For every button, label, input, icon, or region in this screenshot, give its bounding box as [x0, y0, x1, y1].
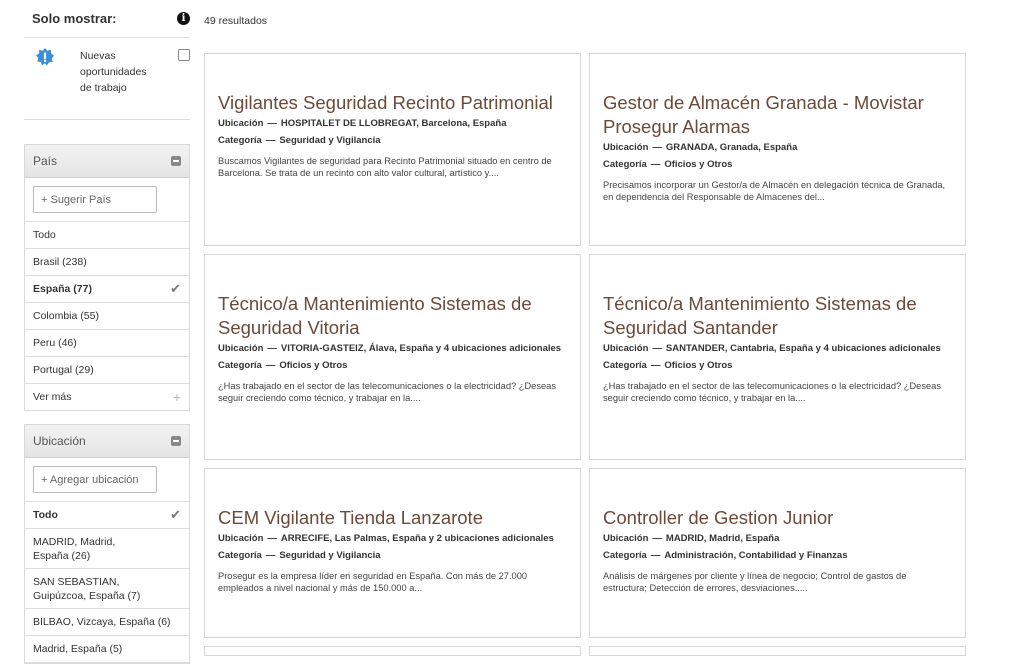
job-title[interactable]: Técnico/a Mantenimiento Sistemas de Seguridad Vitoria [218, 293, 532, 338]
collapse-icon[interactable] [171, 156, 181, 166]
location-value: HOSPITALET DE LLOBREGAT, Barcelona, España [280, 118, 507, 129]
facet-item-label: Colombia (55) [33, 310, 99, 322]
dash: — [267, 118, 277, 129]
job-location [218, 118, 567, 130]
country-facet-title: País [33, 154, 58, 168]
job-description: Precisamos incorporar un Gestor/a de Almacén en delegación técnica de Granada, en dependencia del Responsable de Almacenes del... [603, 180, 946, 202]
checkmark-icon: ✔ [170, 507, 181, 522]
country-item-espana[interactable] [25, 276, 189, 303]
country-item-portugal[interactable] [25, 357, 189, 384]
country-item-brasil[interactable] [25, 249, 189, 276]
only-show-label: Solo mostrar: [32, 11, 117, 26]
job-card[interactable] [204, 53, 581, 246]
job-description: Prosegur es la empresa líder en seguridad en España. Con más de 27.000 empleados a nivel nacional y más de 150.000 a... [218, 571, 528, 593]
facet-item-label: Peru (46) [33, 337, 77, 349]
results-count: 49 resultados [204, 15, 268, 27]
job-location [218, 533, 567, 545]
dash: — [652, 343, 662, 354]
country-item-peru[interactable] [25, 330, 189, 357]
location-facet [24, 424, 190, 664]
location-item-san-sebastian[interactable] [25, 569, 189, 609]
facet-item-label: MADRID, Madrid, España (26) [33, 535, 116, 562]
country-see-more[interactable] [25, 384, 189, 410]
job-title[interactable]: Controller de Gestion Junior [603, 507, 834, 528]
category-key: Categoría [603, 360, 647, 371]
job-category [218, 135, 567, 147]
location-facet-title: Ubicación [33, 434, 86, 448]
dash: — [265, 360, 276, 371]
category-value: Seguridad y Vigilancia [279, 550, 381, 561]
dash: — [267, 343, 277, 354]
new-opportunities-filter[interactable] [24, 38, 190, 120]
dash: — [652, 142, 662, 153]
category-value: Oficios y Otros [664, 159, 733, 170]
job-description: Análisis de márgenes por cliente y línea de negocio; Control de gastos de estructura; Detección de errores, desviaciones..... [603, 571, 907, 593]
new-opportunities-label: Nuevas oportunidades de trabajo [80, 50, 147, 94]
dash: — [650, 360, 661, 371]
facet-item-label: BILBAO, Vizcaya, España (6) [33, 616, 171, 628]
plus-icon: + [172, 389, 181, 405]
job-card[interactable] [204, 468, 581, 638]
dash: — [265, 550, 276, 561]
job-description: Buscamos Vigilantes de seguridad para Recinto Patrimonial situado en centro de Barcelona. Se trata de un recinto con alto valor cultural, artístico y.... [218, 156, 552, 178]
job-description: ¿Has trabajado en el sector de las telecomunicaciones o la electricidad? ¿Deseas seguir creciendo como técnico, y trabajar en la.... [218, 381, 556, 403]
location-search-wrap [25, 458, 189, 502]
job-category [218, 550, 567, 562]
category-value: Oficios y Otros [279, 360, 348, 371]
country-facet-header[interactable] [25, 145, 189, 178]
dash: — [267, 533, 277, 544]
location-search-input[interactable]: + Agregar ubicación [33, 466, 157, 493]
info-icon[interactable]: i [177, 12, 190, 25]
facet-item-label: Portugal (29) [33, 364, 94, 376]
facet-item-label: Todo [33, 509, 58, 521]
dash: — [650, 159, 661, 170]
job-card[interactable] [589, 53, 966, 246]
job-location [603, 533, 952, 545]
location-value: SANTANDER, Cantabria, España y 4 ubicaciones adicionales [665, 343, 941, 354]
location-key: Ubicación [603, 533, 649, 544]
collapse-icon[interactable] [171, 436, 181, 446]
category-value: Administración, Contabilidad y Finanzas [664, 550, 848, 561]
country-item-colombia[interactable] [25, 303, 189, 330]
job-title[interactable]: Vigilantes Seguridad Recinto Patrimonial [218, 92, 553, 113]
location-key: Ubicación [603, 142, 649, 153]
category-key: Categoría [218, 360, 262, 371]
location-value: MADRID, Madrid, España [665, 533, 780, 544]
location-key: Ubicación [218, 343, 264, 354]
category-value: Seguridad y Vigilancia [279, 135, 381, 146]
job-description: ¿Has trabajado en el sector de las telecomunicaciones o la electricidad? ¿Deseas seguir creciendo como técnico, y trabajar en la.... [603, 381, 941, 403]
job-card[interactable] [589, 468, 966, 638]
country-search-wrap [25, 178, 189, 222]
new-opportunities-checkbox[interactable] [178, 49, 190, 61]
job-category [218, 360, 567, 372]
location-key: Ubicación [218, 118, 264, 129]
dash: — [265, 135, 276, 146]
location-facet-header[interactable] [25, 425, 189, 458]
dash: — [650, 550, 661, 561]
filters-sidebar [24, 0, 190, 664]
job-location [218, 343, 567, 355]
country-item-todo[interactable] [25, 222, 189, 249]
location-item-bilbao[interactable] [25, 609, 189, 636]
category-key: Categoría [218, 135, 262, 146]
facet-item-label: SAN SEBASTIAN, Guipúzcoa, España (7) [33, 575, 141, 602]
country-facet [24, 144, 190, 411]
dash: — [652, 533, 662, 544]
country-search-input[interactable]: + Sugerir País [33, 186, 157, 213]
location-item-madrid[interactable] [25, 529, 189, 569]
location-value: GRANADA, Granada, España [665, 142, 798, 153]
location-key: Ubicación [218, 533, 264, 544]
category-value: Oficios y Otros [664, 360, 733, 371]
job-category [603, 159, 952, 171]
location-value: VITORIA-GASTEIZ, Álava, España y 4 ubicaciones adicionales [280, 343, 562, 354]
job-card[interactable] [204, 254, 581, 460]
facet-item-label: España (77) [33, 283, 92, 295]
location-item-todo[interactable] [25, 502, 189, 529]
location-key: Ubicación [603, 343, 649, 354]
see-more-label: Ver más [33, 391, 72, 403]
job-title[interactable]: Técnico/a Mantenimiento Sistemas de Seguridad Santander [603, 293, 917, 338]
job-card[interactable] [589, 254, 966, 460]
category-key: Categoría [603, 550, 647, 561]
job-location [603, 343, 952, 355]
location-value: ARRECIFE, Las Palmas, España y 2 ubicaciones adicionales [280, 533, 554, 544]
facet-item-label: Brasil (238) [33, 256, 87, 268]
location-item-madrid-es[interactable] [25, 636, 189, 663]
job-title[interactable]: CEM Vigilante Tienda Lanzarote [218, 507, 483, 528]
checkmark-icon: ✔ [170, 281, 181, 296]
job-title[interactable]: Gestor de Almacén Granada - Movistar Prosegur Alarmas [603, 92, 924, 137]
job-location [603, 142, 952, 154]
category-key: Categoría [218, 550, 262, 561]
facet-item-label: Todo [33, 229, 56, 241]
only-show-header [24, 0, 190, 38]
job-category [603, 550, 952, 562]
job-category [603, 360, 952, 372]
facet-item-label: Madrid, España (5) [33, 643, 123, 655]
new-badge-icon [36, 48, 54, 66]
category-key: Categoría [603, 159, 647, 170]
